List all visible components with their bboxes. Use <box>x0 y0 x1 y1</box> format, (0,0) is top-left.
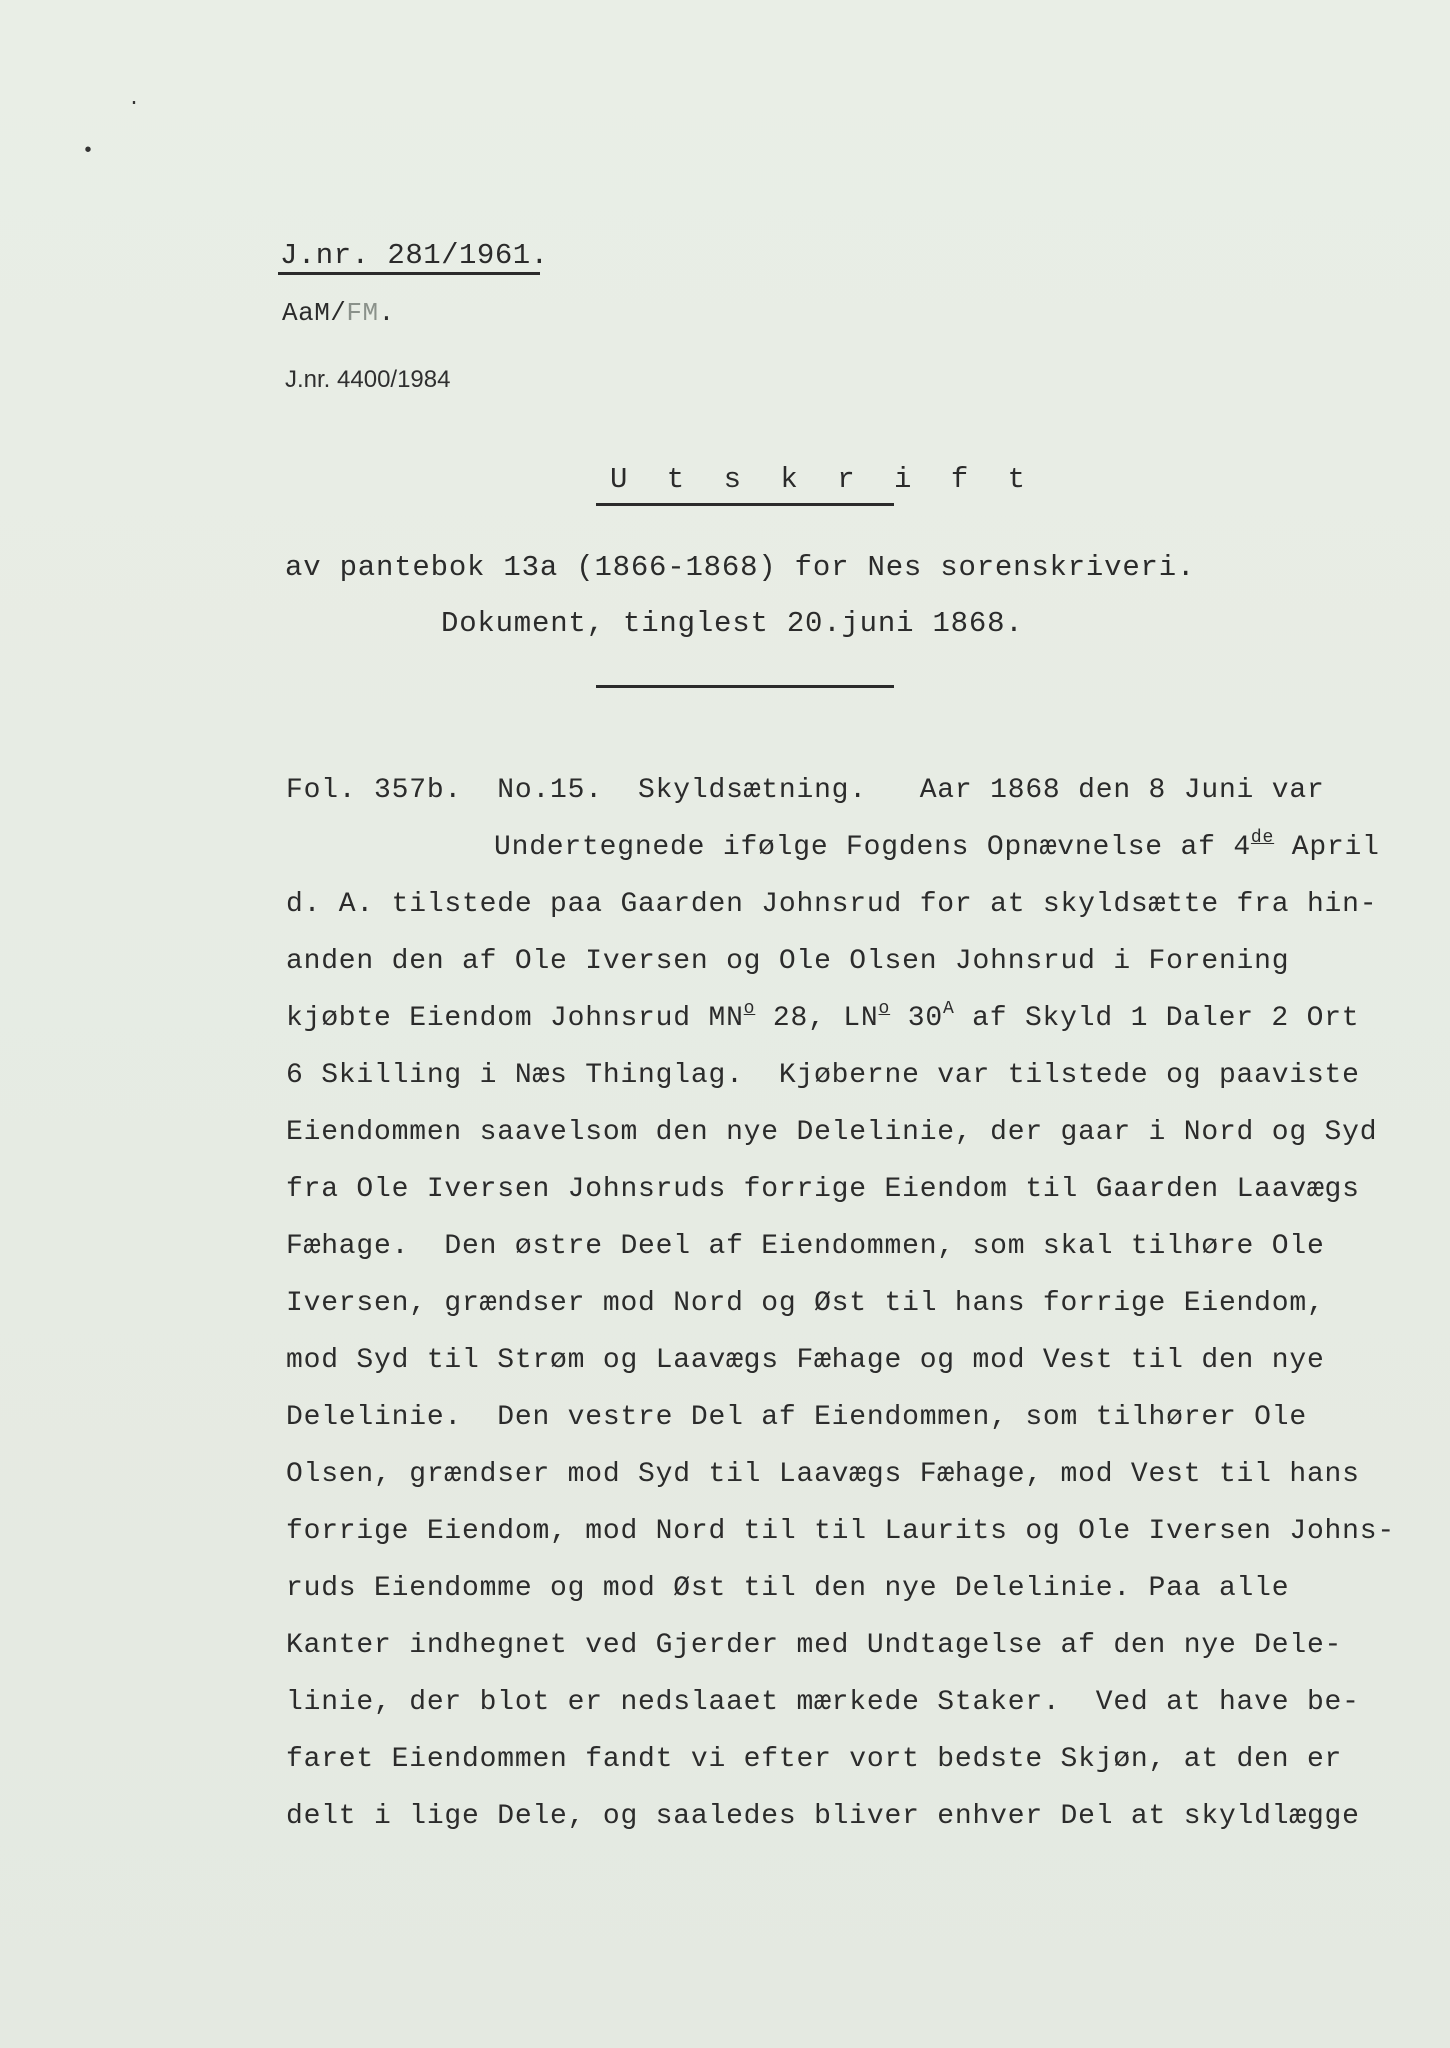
subtitle-line-2: Dokument, tinglest 20.juni 1868. <box>441 607 1024 640</box>
page-title: U t s k r i f t <box>610 463 1037 496</box>
body-line-9: Fæhage. Den østre Deel af Eiendommen, som skal tilhøre Ole <box>286 1231 1325 1262</box>
journal-number: J.nr. 281/1961. <box>280 239 549 272</box>
body-line-14: forrige Eiendom, mod Nord til til Laurits og Ole Iversen Johns- <box>286 1516 1395 1547</box>
subtitle-line-1: av pantebok 13a (1866-1868) for Nes sorenskriveri. <box>285 551 1196 584</box>
body-line-12: Delelinie. Den vestre Del af Eiendommen, som tilhører Ole <box>286 1402 1307 1433</box>
body-line-5: kjøbte Eiendom Johnsrud $MN^o$ 28, $LN^o$ $30^A$ af Skyld 1 Daler 2 Ort <box>286 999 1360 1034</box>
body-line-10: Iversen, grændser mod Nord og Øst til hans forrige Eiendom, <box>286 1288 1325 1319</box>
journal-number-underline <box>278 272 540 275</box>
initials: AaM/FM. <box>282 298 395 328</box>
body-line-19: delt i lige Dele, og saaledes bliver enhver Del at skyldlægge <box>286 1801 1360 1832</box>
body-line-15: ruds Eiendomme og mod Øst til den nye Delelinie. Paa alle <box>286 1573 1290 1604</box>
body-line-13: Olsen, grændser mod Syd til Laavægs Fæhage, mod Vest til hans <box>286 1459 1360 1490</box>
body-line-8: fra Ole Iversen Johnsruds forrige Eiendom til Gaarden Laavægs <box>286 1174 1360 1205</box>
body-line-2: Undertegnede ifølge Fogdens Opnævnelse af 4de April <box>494 828 1380 863</box>
section-divider <box>596 685 894 688</box>
body-line-16: Kanter indhegnet ved Gjerder med Undtagelse af den nye Dele- <box>286 1630 1343 1661</box>
body-line-6: 6 Skilling i Næs Thinglag. Kjøberne var tilstede og paaviste <box>286 1060 1360 1091</box>
body-line-4: anden den af Ole Iversen og Ole Olsen Johnsrud i Forening <box>286 946 1290 977</box>
body-line-3: d. A. tilstede paa Gaarden Johnsrud for at skyldsætte fra hin- <box>286 889 1378 920</box>
journal-number-stamp: J.nr. 4400/1984 <box>285 366 451 393</box>
body-line-11: mod Syd til Strøm og Laavægs Fæhage og mod Vest til den nye <box>286 1345 1325 1376</box>
ink-mark-top: · <box>128 92 141 115</box>
body-line-7: Eiendommen saavelsom den nye Delelinie, der gaar i Nord og Syd <box>286 1117 1378 1148</box>
body-line-17: linie, der blot er nedslaaet mærkede Staker. Ved at have be- <box>286 1687 1360 1718</box>
body-line-1: Fol. 357b. No.15. Skyldsætning. Aar 1868 den 8 Juni var <box>286 775 1325 806</box>
body-line-18: faret Eiendommen fandt vi efter vort bedste Skjøn, at den er <box>286 1744 1343 1775</box>
ink-mark-left: • <box>82 140 95 163</box>
title-underline <box>596 503 894 506</box>
